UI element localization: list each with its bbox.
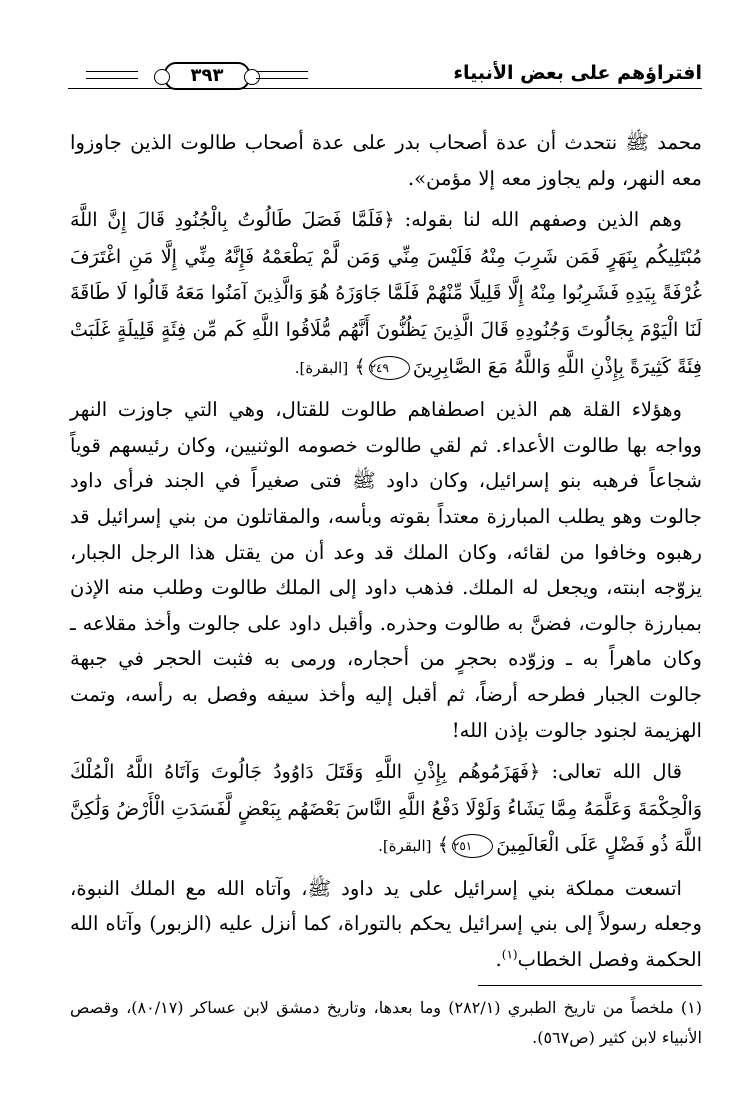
verse-2-text: فَهَزَمُوهُم بِإِذْنِ اللَّهِ وَقَتَلَ دَاوُودُ جَالُوتَ وَآتَاهُ اللَّهُ الْمُلْكَ وَالْحِكْمَةَ وَعَلَّمَهُ مِمَّا يَشَاءُ وَلَوْلَا دَفْعُ اللَّهِ النَّاسَ بَعْضَهُم بِبَعْضٍ لَّفَسَدَتِ الْأَرْضُ وَلَٰكِنَّ اللَّهَ ذُو فَضْلٍ عَلَى الْعَالَمِينَ (70, 761, 702, 857)
verse-open-bracket: ﴿ (383, 209, 395, 232)
verse-close-bracket: ﴾ (354, 355, 366, 378)
verse-close-bracket: ﴾ (437, 834, 449, 857)
ornament-lines-left (86, 71, 138, 79)
paragraph-5-text: اتسعت مملكة بني إسرائيل على يد داود ﷺ، وآتاه الله مع الملك النبوة، وجعله رسولاً إلى بني إسرائيل يحكم بالتوراة، كما أنزل عليه (الزبور) وآتاه الله الحكمة وفصل الخطاب (70, 876, 702, 972)
quran-verse-1 (70, 209, 702, 377)
verse-open-bracket: ﴿ (528, 761, 541, 784)
paragraph-4 (70, 754, 702, 865)
page-header (68, 58, 702, 92)
page-number-ornament (68, 62, 308, 88)
ayah-number-marker: ٢٤٩ (369, 356, 410, 380)
footnotes (70, 993, 702, 1053)
paragraph-1: محمد ﷺ نتحدث أن عدة أصحاب بدر على عدة أصحاب طالوت الذين جاوزوا معه النهر، ولم يجاوز معه إلا مؤمن». (70, 131, 702, 190)
paragraph-2 (70, 202, 702, 386)
footnote-1: (١) ملخصاً من تاريخ الطبري (٢٨٢/١) وما بعدها، وتاريخ دمشق لابن عساكر (٨٠/١٧)، وقصص الأنبياء لابن كثير (ص٥٦٧). (70, 998, 703, 1047)
surah-reference: [البقرة]. (378, 837, 432, 856)
paragraph-4-intro: قال الله تعالى: (540, 760, 682, 784)
main-text (70, 125, 702, 984)
ornament-lines-right (256, 71, 308, 79)
page-number: ٣٩٣ (164, 62, 250, 90)
footnote-separator (478, 985, 702, 986)
running-title: افتراؤهم على بعض الأنبياء (453, 62, 702, 84)
verse-1-text: فَلَمَّا فَصَلَ طَالُوتُ بِالْجُنُودِ قَالَ إِنَّ اللَّهَ مُبْتَلِيكُم بِنَهَرٍ فَمَن شَرِبَ مِنْهُ فَلَيْسَ مِنِّي وَمَن لَّمْ يَطْعَمْهُ فَإِنَّهُ مِنِّي إِلَّا مَنِ اغْتَرَفَ غُرْفَةً بِيَدِهِ فَشَرِبُوا مِنْهُ إِلَّا قَلِيلًا مِّنْهُمْ فَلَمَّا جَاوَزَهُ هُوَ وَالَّذِينَ آمَنُوا مَعَهُ قَالُوا لَا طَاقَةَ لَنَا الْيَوْمَ بِجَالُوتَ وَجُنُودِهِ قَالَ الَّذِينَ يَظُنُّونَ أَنَّهُم مُّلَاقُوا اللَّهِ كَم مِّن فِئَةٍ قَلِيلَةٍ غَلَبَتْ فِئَةً كَثِيرَةً بِإِذْنِ اللَّهِ وَاللَّهُ مَعَ الصَّابِرِينَ (70, 209, 702, 378)
surah-reference: [البقرة]. (294, 358, 349, 377)
paragraph-5-end: . (495, 948, 502, 972)
paragraph-5 (70, 871, 702, 978)
paragraph-2-intro: وهم الذين وصفهم الله لنا بقوله: (394, 208, 682, 232)
footnote-marker: (١) (501, 947, 518, 962)
header-rule (68, 88, 702, 89)
paragraph-3: وهؤلاء القلة هم الذين اصطفاهم طالوت للقتال، وهي التي جاوزت النهر وواجه بها طالوت الأعداء. ثم لقي طالوت خصومه الوثنيين، وكان رئيسهم قوياً شجاعاً فرهبه بنو إسرائيل، وكان داود ﷺ فتى صغيراً في الجند فرأى داود جالوت وهو يطلب المبارزة معتداً بقوته وبأسه، والمقاتلون من بني إسرائيل قد رهبوه وخافوا من لقائه، وكان الملك قد وعد أن من يقتل هذا الرجل الجبار، يزوّجه ابنته، ويجعل له الملك. فذهب داود إلى الملك طالوت وطلب منه الإذن بمبارزة جالوت، فضنَّ به طالوت وحذره. وأقبل داود على جالوت وأخذ مقلاعه ـ وكان ماهراً به ـ وزوّده بحجرٍ من أحجاره، ورمى به فثبت الحجر في جبهة جالوت الجبار فطرحه أرضاً، ثم أقبل إليه وأخذ سيفه وفصل به رأسه، وتمت الهزيمة لجنود جالوت بإذن الله! (70, 398, 702, 742)
ayah-number-marker: ٢٥١ (452, 834, 493, 858)
